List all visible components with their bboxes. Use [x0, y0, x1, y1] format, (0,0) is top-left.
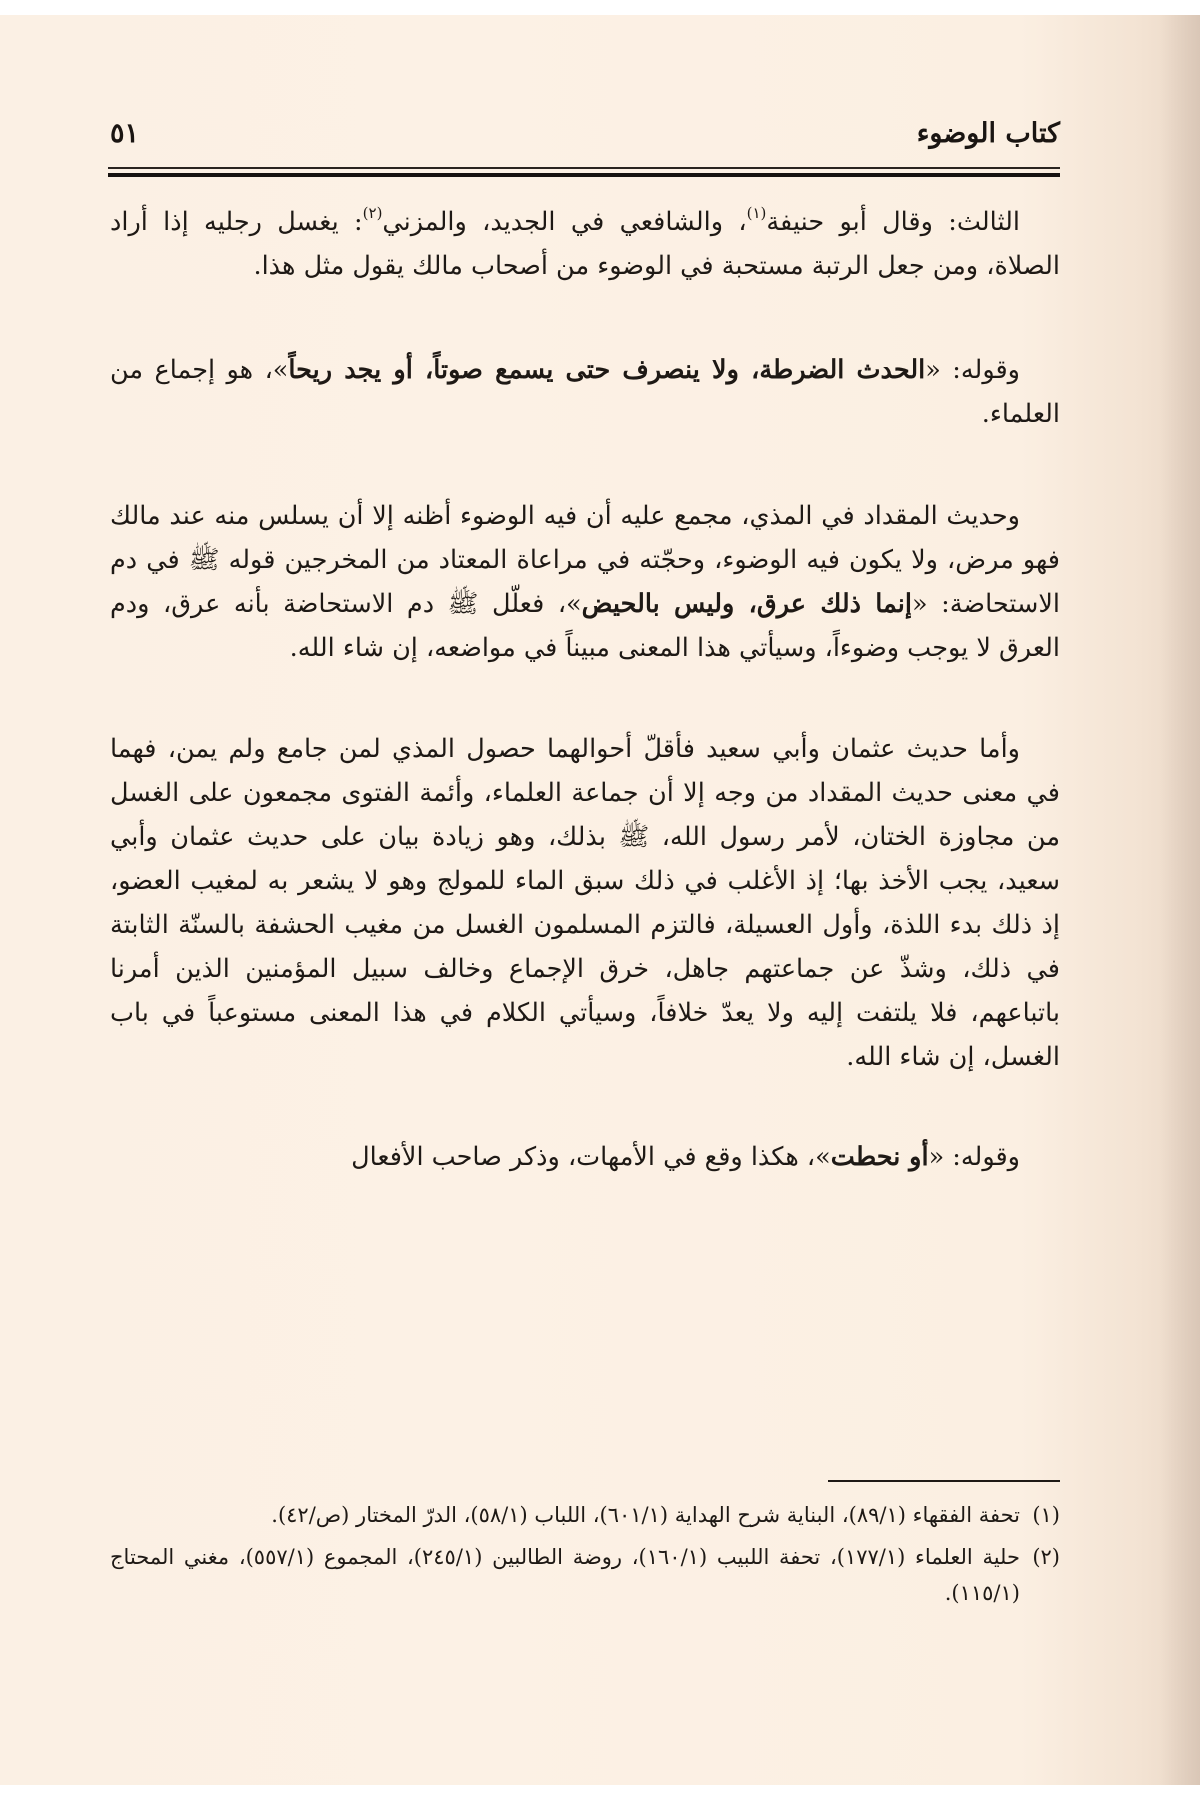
chapter-title: كتاب الوضوء	[916, 118, 1060, 149]
footnote-marker: (٢)	[362, 204, 383, 222]
quoted-hadith-text: الحدث الضرطة، ولا ينصرف حتى يسمع صوتاً، أو يجد ريحاً	[288, 355, 926, 385]
page-gutter-shadow	[1160, 15, 1200, 1785]
footnote-text: حلية العلماء (١٧٧/١)، تحفة اللبيب (١٦٠/١)، روضة الطالبين (٢٤٥/١)، المجموع (٥٥٧/١)، مغني المحتاج (١١٥/١).	[110, 1545, 1020, 1605]
paragraph	[110, 1135, 1060, 1179]
footnotes	[110, 1497, 1060, 1617]
text-run: وأما حديث عثمان وأبي سعيد فأقلّ أحوالهما حصول المذي لمن جامع ولم يمن، فهما في معنى حديث المقداد من وجه إلا أن جماعة العلماء، وأئمة الفتوى مجمعون على الغسل من مجاوزة الختان، لأمر رسول الله، ﷺ بذلك، وهو زيادة بيان على حديث عثمان وأبي سعيد، يجب الأخذ بها؛ إذ الأغلب في ذلك سبق الماء للمولج وهو لا يشعر به لمغيب العضو، إذ ذلك بدء اللذة، وأول العسيلة، فالتزم المسلمون الغسل من مغيب الحشفة بالسنّة الثابتة في ذلك، وشذّ عن جماعتهم جاهل، خرق الإجماع وخالف سبيل المؤمنين الذين أمرنا باتباعهم، فلا يلتفت إليه ولا يعدّ خلافاً، وسيأتي الكلام في هذا المعنى مستوعباً في باب الغسل، إن شاء الله.	[110, 734, 1060, 1072]
quoted-hadith-text: إنما ذلك عرق، وليس بالحيض	[581, 589, 912, 619]
paragraph	[110, 348, 1060, 436]
text-run: ، والشافعي في الجديد، والمزني	[382, 207, 747, 237]
text-run: »، فعلّل ﷺ دم الاستحاضة بأنه عرق، ودم العرق لا يوجب وضوءاً، وسيأتي هذا المعنى مبيناً في مواضعه، إن شاء الله.	[110, 589, 1060, 663]
main-text	[110, 200, 1060, 1234]
text-run: »، هكذا وقع في الأمهات، وذكر صاحب الأفعال	[351, 1142, 831, 1172]
paragraph	[110, 494, 1060, 670]
footnote-separator	[828, 1480, 1060, 1482]
paragraph	[110, 727, 1060, 1079]
text-run: : يغسل رجليه إذا أراد الصلاة، ومن جعل الرتبة مستحبة في الوضوء من أصحاب مالك يقول مثل هذا.	[110, 207, 1060, 281]
running-header	[108, 118, 1060, 158]
header-rule-thin	[108, 167, 1060, 169]
footnote-text: تحفة الفقهاء (٨٩/١)، البناية شرح الهداية (٦٠١/١)، اللباب (٥٨/١)، الدرّ المختار (ص/٤٢).	[271, 1503, 1020, 1527]
text-run: »، هو إجماع من العلماء.	[110, 355, 1060, 429]
header-rule-thick	[108, 173, 1060, 177]
footnote-1	[110, 1497, 1060, 1533]
footnote-marker: (١)	[746, 204, 767, 222]
text-run: وقوله: «	[925, 355, 1020, 385]
footnote-2	[110, 1539, 1060, 1611]
paragraph	[110, 200, 1060, 288]
quoted-hadith-text: أو نحطت	[830, 1142, 929, 1172]
text-run: وحديث المقداد في المذي، مجمع عليه أن فيه الوضوء أظنه إلا أن يسلس منه عند مالك فهو مرض، ولا يكون فيه الوضوء، وحجّته في مراعاة المعتاد من المخرجين قوله ﷺ في دم الاستحاضة: «	[110, 501, 1060, 619]
footnote-number: (١)	[1032, 1503, 1060, 1527]
text-run: الثالث: وقال أبو حنيفة	[766, 207, 1020, 237]
footnote-number: (٢)	[1032, 1545, 1060, 1569]
page-number: ٥١	[110, 118, 140, 149]
text-run: وقوله: «	[928, 1142, 1020, 1172]
